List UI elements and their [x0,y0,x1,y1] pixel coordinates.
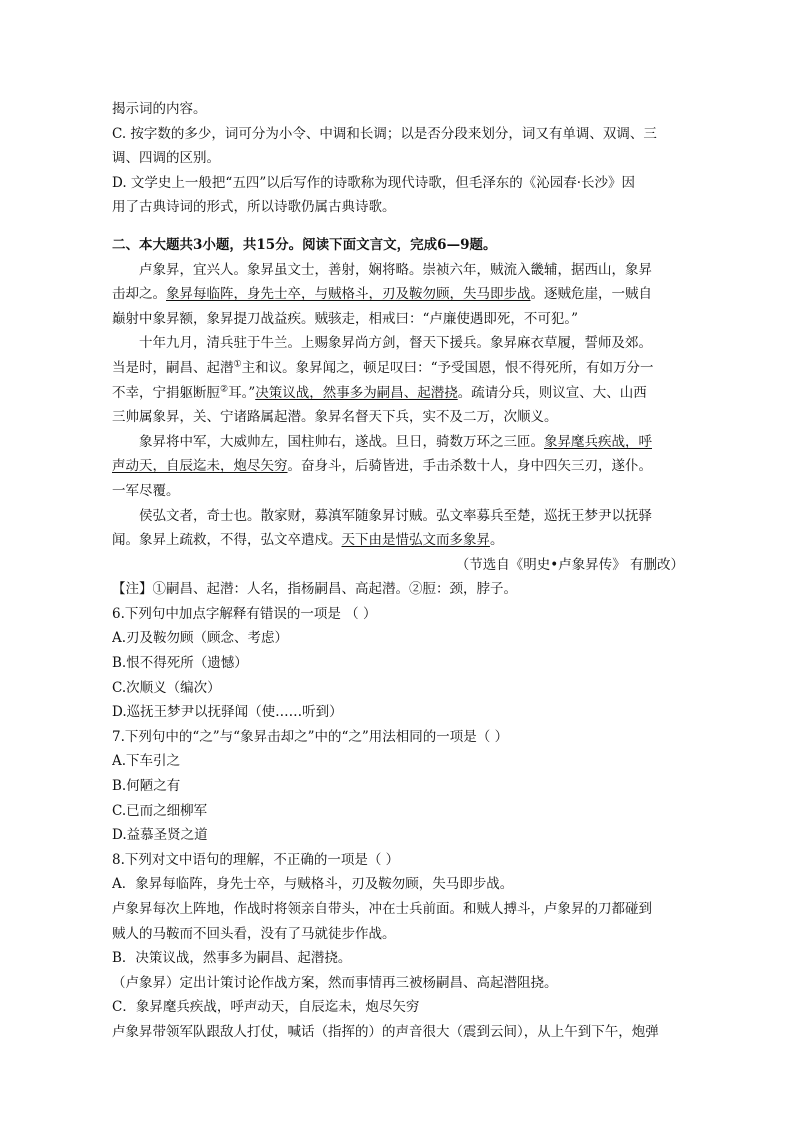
text-line [112,381,684,406]
text-line: 卢象昇，宜兴人。象昇虽文士，善射，娴将略。崇祯六年，贼流入畿辅，据西山，象昇 [139,261,652,278]
text-run: 。逐贼危崖，一贼自 [530,286,652,303]
text-line: 贼人的马鞍而不回头看，没有了马就徒步作战。 [112,925,396,942]
text-line: 侯弘文者，奇士也。散家财，募滇军随象昇讨贼。弘文率募兵至楚，巡抚王梦尹以抚驿 [139,507,652,524]
text-line: B．决策议战，然事多为嗣昌、起潜挠。 [112,950,352,967]
text-line: 三帅属象昇，关、宁诸路属起潜。象昇名督天下兵，实不及二万，次顺义。 [112,409,558,426]
footnote-marker: ① [233,359,242,370]
text-line: 7.下列句中的“之”与“象昇击却之”中的“之”用法相同的一项是（ ） [112,728,509,745]
text-line [112,430,684,455]
text-line: A.下车引之 [112,753,181,770]
text-line: 【注】①嗣昌、起潜：人名，指杨嗣昌、高起潜。②脰：颈，脖子。 [112,581,517,598]
text-line: D.益慕圣贤之道 [112,827,208,844]
text-line: A.刃及鞍勿顾（顾念、考虑） [112,630,289,647]
text-run: 。 [490,532,504,549]
text-line [112,454,684,479]
text-line [112,528,684,553]
text-line [112,282,684,307]
text-line [112,356,684,381]
text-run: 击却之。 [112,286,166,303]
text-run: 耳。” [228,384,256,401]
section-gap [112,220,684,233]
text-line: B.何陋之有 [112,778,181,795]
text-run: 闻。象昇上疏救，不得，弘文卒遣戍。 [112,532,342,549]
text-run: 。奋身斗，后骑皆进，手击杀数十人，身中四矢三刃，遂仆。 [287,458,652,475]
text-line: C.次顺义（编次） [112,679,221,696]
text-line: C.已而之细柳军 [112,802,208,819]
text-run: 。疏请分兵，则议宣、大、山西 [457,384,647,401]
text-line: 揭示词的内容。 [112,101,207,117]
text-line: 一军尽覆。 [112,482,180,499]
text-line: B.恨不得死所（遗憾） [112,655,248,672]
text-line: （卢象昇）定出计策讨论作战方案，然而事情再三被杨嗣昌、高起潜阻挠。 [112,974,558,991]
text-run: 象昇将中军，大威帅左，国柱帅右，遂战。旦日，骑数万环之三匝。 [139,433,544,450]
underlined-phrase: 声动天，自辰迄未，炮尽矢穷 [112,458,288,475]
text-line: 巅射中象昇额，象昇提刀战益疾。贼骇走，相戒曰：“卢廉使遇即死，不可犯。” [112,310,579,327]
text-line: D.巡抚王梦尹以抚驿闻（使……听到） [112,704,343,721]
text-line: 6.下列句中加点字解释有错误的一项是 （ ） [112,605,377,622]
text-line: 十年九月，清兵驻于牛兰。上赐象昇尚方剑，督天下援兵。象昇麻衣草履，誓师及郊。 [139,335,652,352]
underlined-phrase: 天下由是惜弘文而多象昇 [341,532,490,549]
text-run: 不幸，宁捐躯断脰 [112,384,220,401]
text-run: 主和议。象昇闻之，顿足叹曰：“予受国恩，恨不得死所，有如万分一 [241,359,654,376]
text-line: A．象昇每临阵，身先士卒，与贼格斗，刃及鞍勿顾，失马即步战。 [112,876,514,893]
text-run: 当是时，嗣昌、起潜 [112,359,234,376]
text-line: （节选自《明史•卢象昇传》 有删改） [455,556,684,573]
text-line: 调、四调的区别。 [112,150,220,167]
document-body [112,97,684,1045]
text-line: 卢象昇带领军队跟敌人打仗，喊话（指挥的）的声音很大（震到云间），从上午到下午，炮弹 [112,1023,659,1040]
text-line: C．象昇麾兵疾战，呼声动天，自辰迄未，炮尽矢穷 [112,999,420,1016]
text-line: D. 文学史上一般把“五四”以后写作的诗歌称为现代诗歌，但毛泽东的《沁园春·长沙》因 [112,174,636,191]
underlined-phrase: 决策议战，然事多为嗣昌、起潜挠 [255,384,458,401]
footnote-marker: ② [220,384,229,395]
text-line: 用了古典诗词的形式，所以诗歌仍属古典诗歌。 [112,199,396,216]
text-line: 二、本大题共3小题，共15分。阅读下面文言文，完成6—9题。 [112,236,497,253]
underlined-phrase: 象昇麾兵疾战，呼 [544,433,652,450]
text-line: 卢象昇每次上阵地，作战时将领亲自带头，冲在士兵前面。和贼人搏斗，卢象昇的刀都碰到 [112,901,652,917]
underlined-phrase: 象昇每临阵，身先士卒，与贼格斗，刃及鞍勿顾，失马即步战 [166,286,531,303]
text-line: C. 按字数的多少，词可分为小令、中调和长调；以是否分段来划分，词又有单调、双调、三 [112,125,657,142]
text-line: 8.下列对文中语句的理解，不正确的一项是（ ） [112,851,400,868]
